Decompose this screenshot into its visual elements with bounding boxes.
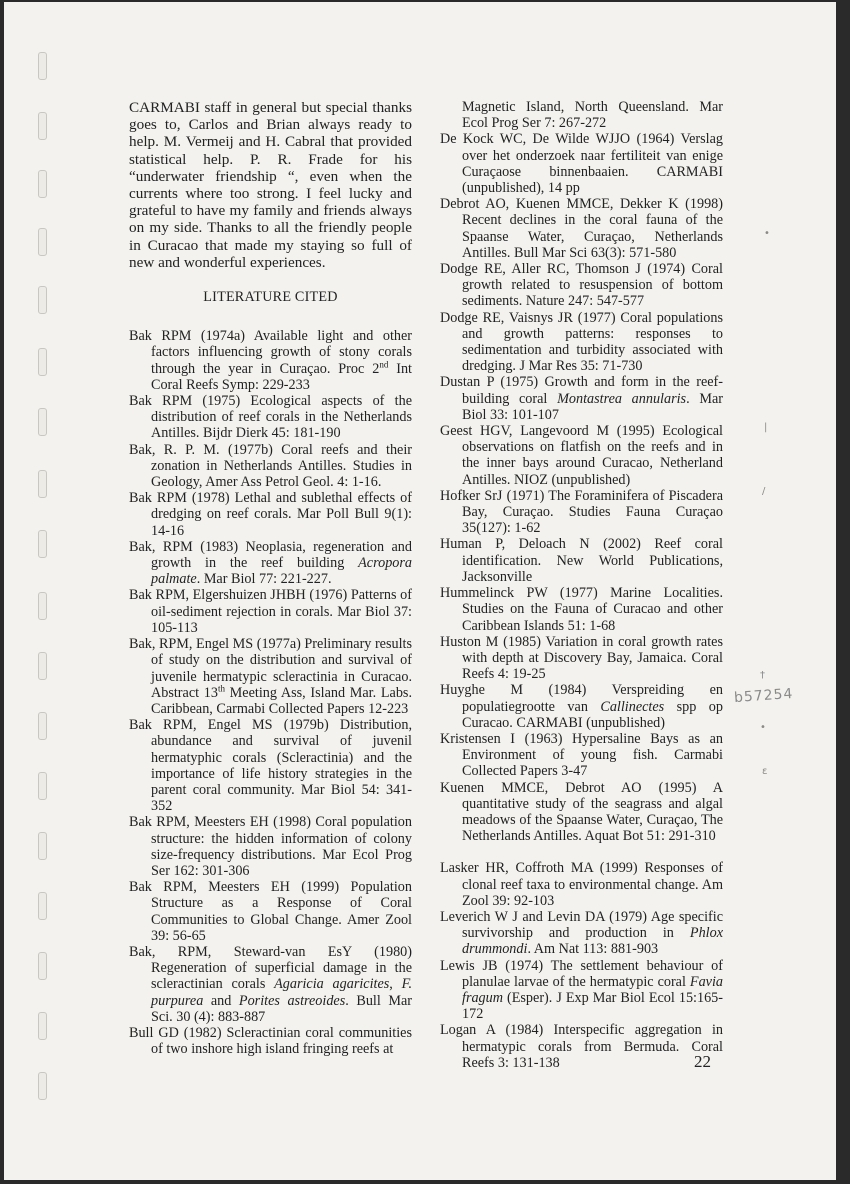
reference-entry (440, 310, 723, 375)
binding-hole (38, 112, 47, 140)
reference-entry (129, 328, 412, 393)
binding-hole (38, 832, 47, 860)
margin-mark: • (764, 228, 770, 239)
reference-text: Kuenen MMCE, Debrot AO (1995) A quantitative study of the seagrass and algal meadows of the Spaanse Water, Curaçao, The Netherlands Antilles. Aquat Bot 51: 291-310 (440, 779, 723, 845)
binding-hole (38, 170, 47, 198)
reference-entry (440, 634, 723, 683)
reference-entry (129, 587, 412, 636)
reference-entry (440, 488, 723, 537)
reference-text: Huyghe M (1984) Verspreiding en populatiegrootte van (440, 682, 723, 715)
reference-entry (440, 682, 723, 731)
reference-species-name: Callinectes (600, 698, 665, 715)
binding-hole (38, 1012, 47, 1040)
reference-text: Huston M (1985) Variation in coral growth rates with depth at Discovery Bay, Jamaica. Coral Reefs 4: 19-25 (440, 633, 723, 683)
reference-text: Bak RPM, Engel MS (1979b) Distribution, abundance and survival of juvenil hermatyphic corals (Scleractinia) and the importance of life history strategies in the parent coral community. Mar Biol 54: 341-352 (129, 717, 412, 815)
right-column (440, 99, 723, 1071)
reference-entry (129, 636, 412, 717)
reference-entry (440, 731, 723, 780)
reference-text: Debrot AO, Kuenen MMCE, Dekker K (1998) Recent declines in the coral fauna of the Spaanse Water, Curaçao, Netherlands Antilles. Bull Mar Sci 63(3): 571-580 (440, 196, 723, 261)
reference-text: Meeting Ass, Island Mar. Labs. Caribbean, Carmabi Collected Papers 12-223 (151, 684, 412, 717)
reference-species-name: Agaricia agaricites (274, 976, 390, 993)
binding-hole (38, 286, 47, 314)
binding-hole (38, 348, 47, 376)
reference-text: Dustan P (1975) Growth and form in the reef-building coral (440, 374, 723, 407)
reference-entry (129, 539, 412, 588)
margin-mark: • (760, 722, 766, 733)
reference-entry (440, 196, 723, 261)
reference-entry (129, 944, 412, 1025)
reference-entry (440, 958, 723, 1023)
reference-species-name: F. purpurea (151, 976, 412, 1009)
reference-text: Dodge RE, Aller RC, Thomson J (1974) Coral growth related to resuspension of bottom sediments. Nature 247: 547-577 (440, 261, 723, 310)
binding-hole (38, 892, 47, 920)
reference-entry (129, 1025, 412, 1057)
section-heading: LITERATURE CITED (203, 289, 338, 306)
reference-entry (440, 261, 723, 310)
binding-hole (38, 952, 47, 980)
reference-species-name: Porites astreoides (238, 992, 346, 1009)
reference-text: Leverich W J and Levin DA (1979) Age specific survivorship and production in (440, 908, 723, 942)
document-page (4, 2, 836, 1180)
margin-mark: / (762, 486, 766, 497)
reference-entry (440, 99, 723, 131)
reference-text: Hummelinck PW (1977) Marine Localities. Studies on the Fauna of Curacao and other Caribbean Islands 51: 1-68 (440, 585, 723, 634)
reference-entry (440, 909, 723, 958)
reference-text: . Mar Biol 33: 101-107 (462, 390, 723, 423)
reference-text: Magnetic Island, North Queensland. Mar Ecol Prog Ser 7: 267-272 (462, 99, 723, 132)
binding-hole (38, 228, 47, 256)
reference-text: spp op Curacao. CARMABI (unpublished) (462, 698, 723, 731)
margin-mark: | (764, 422, 768, 433)
binding-hole (38, 652, 47, 680)
reference-text: Dodge RE, Vaisnys JR (1977) Coral populations and growth patterns: responses to sedimentation and turbidity associated with dredging. J Mar Res 35: 71-730 (440, 309, 723, 375)
binding-hole (38, 470, 47, 498)
reference-text: Hofker SrJ (1971) The Foraminifera of Piscadera Bay, Curaçao. Studies Fauna Curaçao 35(127): 1-62 (440, 487, 723, 537)
reference-text: Bak RPM (1978) Lethal and sublethal effects of dredging on reef corals. Mar Poll Bull 9(1): 14-16 (129, 490, 412, 539)
binding-hole (38, 52, 47, 80)
page-number: 22 (694, 1052, 711, 1071)
binding-hole (38, 772, 47, 800)
reference-superscript: th (217, 682, 225, 693)
left-column (129, 99, 412, 1057)
reference-species-name: Montastrea annularis (557, 390, 687, 407)
reference-entry (440, 1022, 723, 1071)
reference-text: Bull GD (1982) Scleractinian coral communities of two inshore high island fringing reefs at (129, 1024, 412, 1058)
reference-text: and (203, 992, 239, 1009)
reference-entry (129, 490, 412, 539)
reference-text: Geest HGV, Langevoord M (1995) Ecological observations on flatfish on the reefs and in the inner bays around Curacao, Netherland Antilles. NIOZ (unpublished) (440, 423, 723, 488)
reference-entry (440, 860, 723, 909)
reference-entry (440, 423, 723, 488)
binding-hole (38, 408, 47, 436)
reference-text: Bak, RPM, Engel MS (1977a) Preliminary results of study on the distribution and survival of juvenile hermatypic scleractinia in Curacao. Abstract 13 (129, 636, 412, 701)
reference-entry (129, 814, 412, 879)
reference-entry (440, 536, 723, 585)
reference-text: Bak RPM (1974a) Available light and other factors influencing growth of stony corals through the year in Curaçao. Proc 2 (129, 328, 412, 377)
reference-text: . Bull Mar Sci. 30 (4): 883-887 (151, 992, 412, 1025)
reference-species-name: Phlox drummondi (462, 925, 723, 958)
reference-list-left (129, 328, 412, 1057)
reference-entry (129, 717, 412, 814)
reference-text: . Am Nat 113: 881-903 (527, 941, 659, 958)
margin-mark: ε (762, 766, 768, 777)
reference-list-right (440, 99, 723, 1071)
reference-species-name: Favia fragum (462, 973, 723, 1006)
reference-text: Bak RPM, Meesters EH (1999) Population Structure as a Response of Coral Communities to Global Change. Amer Zool 39: 56-65 (129, 879, 412, 944)
margin-mark: † (760, 670, 765, 681)
reference-entry (440, 374, 723, 423)
reference-species-name: Acropora palmate (151, 555, 412, 588)
reference-text: Int Coral Reefs Symp: 229-233 (151, 360, 412, 393)
reference-entry (129, 879, 412, 944)
reference-text: Lasker HR, Coffroth MA (1999) Responses of clonal reef taxa to environmental change. Am Zool 39: 92-103 (440, 860, 723, 909)
binding-hole (38, 1072, 47, 1100)
binding-hole (38, 530, 47, 558)
binding-hole (38, 592, 47, 620)
reference-text: Lewis JB (1974) The settlement behaviour of planulae larvae of the hermatypic coral (440, 957, 723, 990)
binding-hole (38, 712, 47, 740)
reference-superscript: nd (379, 358, 389, 369)
reference-text: Bak RPM, Meesters EH (1998) Coral population structure: the hidden information of colony size-frequency distributions. Mar Ecol Prog Ser 162: 301-306 (129, 814, 412, 879)
reference-entry (440, 780, 723, 845)
reference-text: (Esper). J Exp Mar Biol Ecol 15:165-172 (462, 989, 723, 1023)
reference-text: Bak, R. P. M. (1977b) Coral reefs and their zonation in Netherlands Antilles. Studies in Geology, Amer Ass Petrol Geol. 4: 1-16. (129, 441, 412, 491)
reference-text: Human P, Deloach N (2002) Reef coral identification. New World Publications, Jacksonville (440, 536, 723, 585)
reference-text: De Kock WC, De Wilde WJJO (1964) Verslag over het onderzoek naar fertiliteit van enige Curaçaose binnenbaaien. CARMABI (unpublished), 14 pp (440, 131, 723, 197)
reference-gap (440, 844, 723, 860)
reference-text: Bak RPM, Elgershuizen JHBH (1976) Patterns of oil-sediment rejection in corals. Mar Biol 37: 105-113 (129, 587, 412, 636)
reference-text: . Mar Biol 77: 221-227. (196, 571, 332, 588)
reference-text: Kristensen I (1963) Hypersaline Bays as an Environment of young fish. Carmabi Collected Papers 3-47 (440, 730, 723, 780)
reference-entry (440, 131, 723, 196)
reference-text: Bak RPM (1975) Ecological aspects of the distribution of reef corals in the Netherlands Antilles. Bijdr Dierk 45: 181-190 (129, 393, 412, 442)
reference-text: Bak, RPM (1983) Neoplasia, regeneration and growth in the reef building (129, 538, 412, 572)
binding-holes (34, 52, 54, 1132)
reference-text: , (389, 976, 402, 993)
reference-text: Logan A (1984) Interspecific aggregation in hermatypic corals from Bermuda. Coral Reefs 3: 131-138 (440, 1022, 723, 1071)
reference-entry (129, 442, 412, 491)
acknowledgement-paragraph: CARMABI staff in general but special thanks goes to, Carlos and Brian always ready to help. M. Vermeij and H. Cabral that provided statistical help. P. R. Frade for his “underwater friendship “, even when the currents where too strong. I feel lucky and grateful to have my family and friends always on my side. Thanks to all the friendly people in Curacao that made my staying so full of new and wonderful experiences. (129, 99, 412, 271)
reference-entry (129, 393, 412, 442)
reference-entry (440, 585, 723, 634)
reference-text: Bak, RPM, Steward-van EsY (1980) Regeneration of superficial damage in the scleractinian corals (129, 943, 412, 993)
margin-pencil-note: b57254 (733, 685, 794, 707)
